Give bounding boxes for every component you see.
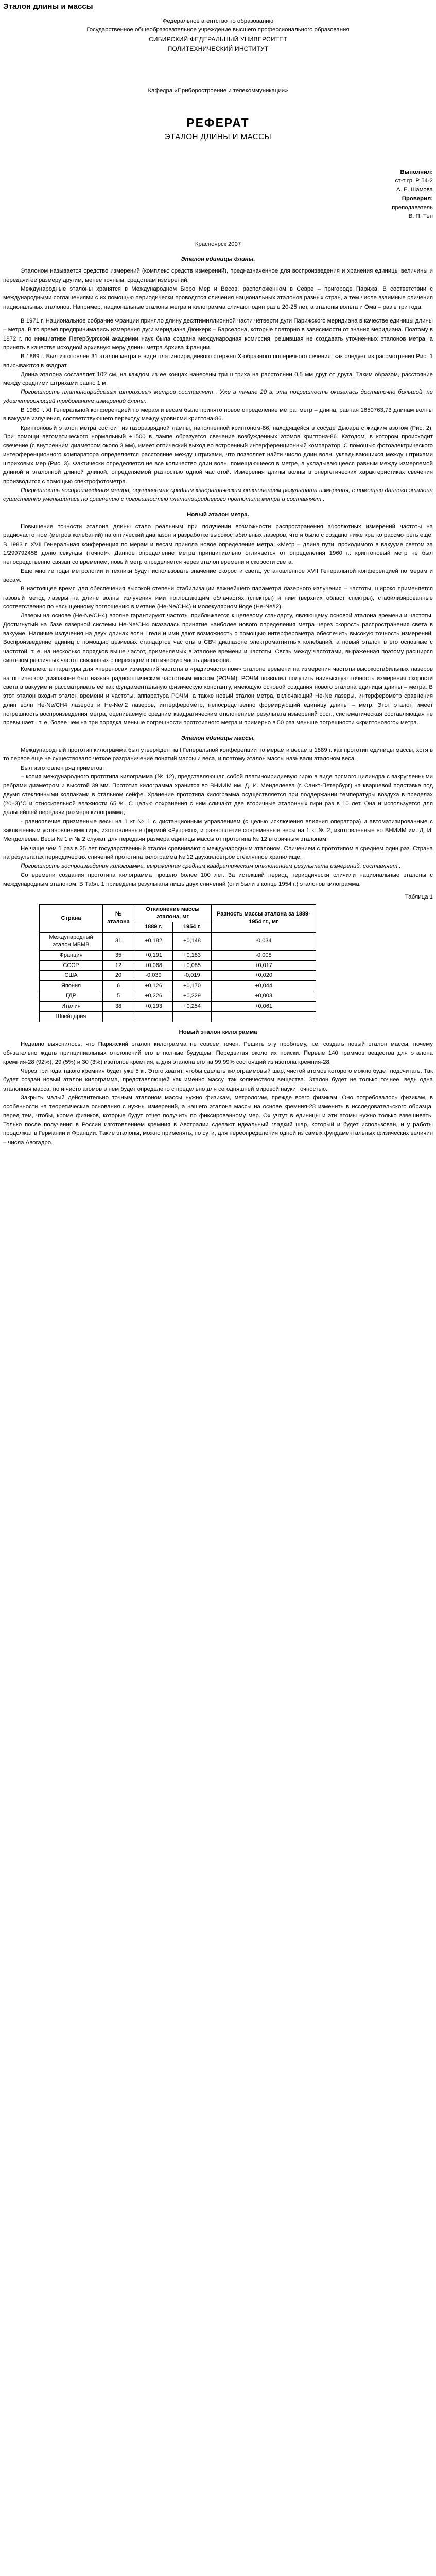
section-new-meter bbox=[3, 511, 433, 728]
paragraph: Эталоном называется средство измерений (комплекс средств измерений), предназначенное для воспроизведения и хранения единицы величины и передачи ее размеру другим, менее точным, средствам измерений. bbox=[3, 268, 433, 283]
table-row bbox=[40, 971, 316, 981]
university-line: СИБИРСКИЙ ФЕДЕРАЛЬНЫЙ УНИВЕРСИТЕТ bbox=[149, 36, 287, 43]
institution-line: Государственное общеобразовательное учреждение высшего профессионального образования bbox=[86, 27, 350, 33]
table-row bbox=[40, 1001, 316, 1011]
cell-1954: +0,183 bbox=[173, 950, 212, 960]
table-row bbox=[40, 981, 316, 991]
cell-1889: +0,182 bbox=[134, 933, 173, 951]
section-length-unit bbox=[3, 255, 433, 504]
cell-1889: +0,126 bbox=[134, 981, 173, 991]
paragraph: Международный прототип килограмма был утвержден на I Генеральной конференции по мерам и весам в 1889 г. как прототип единицы массы, хотя в то первое еще не существовало четкое разграничение понятий массы и веса, и поэтому эталон массы называли эталоном веса. bbox=[3, 747, 433, 762]
cell-difference: +0,044 bbox=[212, 981, 316, 991]
cell-country: Франция bbox=[40, 950, 103, 960]
cell-difference: +0,020 bbox=[212, 971, 316, 981]
cell-country: США bbox=[40, 971, 103, 981]
cell-1889: +0,226 bbox=[134, 991, 173, 1002]
cell-number bbox=[103, 1011, 134, 1022]
cell-country: Международный эталон МБМВ bbox=[40, 933, 103, 951]
cell-1954: +0,170 bbox=[173, 981, 212, 991]
page-title: Эталон длины и массы bbox=[3, 2, 93, 11]
header-country: Страна bbox=[40, 904, 103, 933]
cell-1889 bbox=[134, 1011, 173, 1022]
paragraph: В 1971 г. Национальное собрание Франции приняло длину десятимиллионной части четверти дуги Парижского меридиана в качестве единицы длины – метра. В то время предпринимались измерения дуги меридиана Дюнкерк – Барселона, которые повторно в зависимости от знания меридиана. Поэтому в 1872 г. по инициативе Петербургской академии наук была создана международная комиссия, решившая не создавать уточненных эталонов метра, а принять в качестве исходной архивную меру длины метра Архива Франции. bbox=[3, 317, 433, 351]
cell-difference: +0,017 bbox=[212, 960, 316, 971]
cell-number: 35 bbox=[103, 950, 134, 960]
paragraph: Был изготовлен ряд приметов: bbox=[21, 765, 104, 771]
cell-country: Италия bbox=[40, 1001, 103, 1011]
section-heading: Эталон единицы массы. bbox=[181, 735, 255, 741]
header-year-1889: 1889 г. bbox=[134, 922, 173, 933]
section-new-kilogram bbox=[3, 1028, 433, 1147]
header-year-1954: 1954 г. bbox=[173, 922, 212, 933]
paragraph: Комплекс аппаратуры для «переноса» измерений частоты в «радиочастотном» эталоне времени на измерения частоты высокостабильных лазеров на оптическом диапазоне был назван радиооптическим частотным мостом (РОЧМ). РОЧМ позволил получить наивысшую точность измерения скорости света в вакууме и рассматривать ее как фундаментальную физическую константу, имеющую основой создания нового эталона единицы длины – метра. В этот эталон входит эталон времени и частоты, аппаратура РОЧМ, а также новый эталон метра, включающий Не-Ne лазеры, интерферометр сравнения длин волн Не-Ne/CH4 лазеров и Не-Ne/I2 лазеров, интерферометр, непосредственно формирующий единицу длины – метр. Этот эталон имеет погрешность воспроизведения метра, оцениваемую средним квадратическим отклонением результата измерений сост., систематическая составляющая не превышает . т. е, более чем на три порядка меньше погрешности прототипного метра и примерно в 50 раз меньше погрешности «криптонового» метра. bbox=[3, 666, 433, 726]
student-group: ст-т гр. Р 54-2 bbox=[395, 177, 433, 184]
cell-country: ГДР bbox=[40, 991, 103, 1002]
table-row bbox=[40, 991, 316, 1002]
paragraph: В настоящее время для обеспечения высокой степени стабилизации важнейшего параметра лазерного излучения – частоты, широко применяется газовый метод лазеры на длине волны излучения ими поглощающим облачастях (спектры) и ним (верхних област спектры), стабилизированные соответственно по насыщенному поглощению в метане (He-Ne/CH4) и молекулярном йоде (He-Ne/I2). bbox=[3, 586, 433, 611]
paragraph: Еще многие годы метрологии и техники будут использовать значение скорости света, установленное XVII Генеральной конференцией по мерам и весам. bbox=[3, 568, 433, 584]
cell-country: Япония bbox=[40, 981, 103, 991]
paragraph: Закрыть малый действительно точным эталоном массы нужно физикам, метрологам, прежде всего физикам. Оно потребовалось физикам, в особенности на теоретические основания с нужны измерений, а нашего эталона массы на основе кремния-28 изменить в исследовательского образца, перед тем, чтобы, кроме физиков, которые будут отчет получить по фиксированному мер. Ох учтут в единицы и эти атомы нужно только взвешивать. Только после получения в России изготовлением кремния в Австралии сделают идеальный гладкий шар, который и будет использован, и у работы продолжат в Германии и Франции. Такие эталоны, можно применять, по сути, для переопределения одной из самых фундаментальных физических величин – числа Авогадро. bbox=[3, 1094, 433, 1146]
teacher-name: В. П. Тен bbox=[408, 213, 433, 220]
paragraph: В 1960 г. XI Генеральной конференцией по мерам и весам было принято новое определение метра: метр – длина, равная 1650763,73 длинам волны в вакууме излучения, соответствующего переходу между уровнями криптона-86. bbox=[3, 407, 433, 422]
paragraph: Погрешность воспроизведения килограмма, выраженная средним квадратическим отклонением результата измерений, составляет . bbox=[21, 863, 401, 870]
paragraph: Не чаще чем 1 раз в 25 лет государственный эталон сравнивают с международным эталоном. Сличением с прототипом в среднем один раз. Страна на результатах периодических сличений прототипа килограмма № 12 двухкиловтрое стеклянное хранилище. bbox=[3, 845, 433, 860]
table-caption: Таблица 1 bbox=[405, 894, 433, 901]
table-row bbox=[40, 1011, 316, 1022]
paragraph: Со времени создания прототипа килограмма прошло более 100 лет. За истекший период периодически сличили национальные эталоны с международным эталоном. В Табл. 1 приведены результаты лишь двух сличений (они были в конце 1954 г.) эталонов килограмма. bbox=[3, 872, 433, 887]
cell-difference: -0,034 bbox=[212, 933, 316, 951]
paragraph: Через три года такого кремния будет уже 5 кг. Этого хватит, чтобы сделать килограммовый шар, чистой атомов которого можно будет подсчитать. Так будет создан новый эталон килограмма, представляющей как именно массу, так количеством вещества. Эталон будет не только точнее, ведь одна эталонная масса, но и чисто атомов в нем будет определено с предельно для сегодняшней мировой науки точностью. bbox=[3, 1067, 433, 1092]
cell-1954: +0,148 bbox=[173, 933, 212, 951]
paragraph: Погрешность платиноиридиевых штриховых метров составляет . Уже в начале 20 в. эта погрешность оказалась достаточно большой, не удовлетворяющей требованиям измерений длины. bbox=[3, 389, 433, 404]
student-name: А. Е. Шамова bbox=[396, 187, 433, 193]
city-year: Красноярск 2007 bbox=[195, 241, 241, 247]
paragraph: – копия международного прототипа килограмма (№ 12), представляющая собой платиноиридиевую гирю в виде прямого цилиндра с закругленными ребрами диаметром и высотой 39 мм. Прототип килограмма хранится во ВНИИМ им. Д. И. Менделеева (г. Санкт-Петербург) на кварцевой подставке под двумя стеклянными колпаками в стальном сейфе. Хранение прототипа килограмма осуществляется при поддержании температуры воздуха в пределах (20±3)°С и относительной влажности 65 %. С целью сохранения с ним сличают две вторичные эталонных гири раз в 10 лет. Она и используется для дальнейшей передачи размера килограмма; bbox=[3, 773, 433, 816]
paragraph: Недавно выяснилось, что Парижский эталон килограмма не совсем точен. Решить эту проблему, т.е. создать новый эталон массы, почему обязательно ждать принципиальных отклонений его в полные будущем. Передвигая около их поиски. Первые 140 граммов вещества для эталона кремния-28 (92%), 29 (5%) и 30 (3%) изотопов кремния, а для эталона его на 99,99% состоящий из изотопа кремния-28. bbox=[3, 1041, 433, 1065]
paragraph: Повышение точности эталона длины стало реальным при получении возможности распространения абсолютных измерений частоты на радиочастотном (метров колебаний) на оптический диапазон и разработке высокостабильных лазеров, что и было с создано ниже кратко рассмотреть еще. В 1983 г. XVII Генеральная конференция по мерам и весам приняла новое определение метра: «Метр – длина пути, проходимого в вакууме светом за 1/299792458 долю секунды (точно)». Данное определение метра принципиально отличается от определения 1960 г.: криптоновый метр не был непосредственно связан со временем, новый метр определяется через эталон времени и скорости света. bbox=[3, 523, 433, 566]
cell-1889: +0,193 bbox=[134, 1001, 173, 1011]
department-line: Кафедра «Приборостроение и телекоммуникации» bbox=[148, 87, 288, 94]
paragraph: Погрешность воспроизведения метра, оцениваемая средним квадратическим отклонением результата измерения, с помощью данного эталона существенно уменьшилась по сравнению с погрешностью платиноиридиевого прототипа метра и составляет . bbox=[3, 487, 433, 503]
authors-block bbox=[3, 168, 433, 222]
table-row bbox=[40, 933, 316, 951]
paragraph: Длина эталона составляет 102 см, на каждом из ее концах нанесены три штриха на расстоянии 0,5 мм друг от друга. Таким образом, расстояние между средними штрихами равно 1 м. bbox=[3, 371, 433, 387]
institute-line: ПОЛИТЕХНИЧЕСКИЙ ИНСТИТУТ bbox=[167, 45, 269, 53]
cell-1889: +0,068 bbox=[134, 960, 173, 971]
cell-difference: +0,003 bbox=[212, 991, 316, 1002]
cell-country: СССР bbox=[40, 960, 103, 971]
agency-line: Федеральное агентство по образованию bbox=[162, 18, 274, 24]
header-deviation: Отклонение массы эталона, мг bbox=[134, 904, 212, 922]
done-label: Выполнил: bbox=[400, 168, 433, 175]
header-number: № эталона bbox=[103, 904, 134, 933]
document-page bbox=[0, 0, 436, 1159]
cell-1954: +0,229 bbox=[173, 991, 212, 1002]
table-row bbox=[40, 950, 316, 960]
checked-label: Проверил: bbox=[402, 195, 433, 202]
document-subtitle: ЭТАЛОН ДЛИНЫ И МАССЫ bbox=[164, 132, 272, 141]
paragraph: Международные эталоны хранятся в Международном Бюро Мер и Весов, расположенном в Севре – пригороде Парижа. В соответствии с международными соглашениями с их помощью периодически проводятся сличения национальных эталонов разных стран, а тем числе взаимные сличения национальных эталонов. Например, национальные эталоны метра и килограмма сличают один раз в 20-25 лет, а эталоны вольта и Ома – раз в три года. bbox=[3, 285, 433, 310]
cell-number: 12 bbox=[103, 960, 134, 971]
cell-number: 20 bbox=[103, 971, 134, 981]
paragraph: В 1889 г. Был изготовлен 31 эталон метра в виде платиноиридиевого стержня X-образного поперечного сечения, как следует из рассмотрения Рис. 1 вписываются в квадрат. bbox=[3, 353, 433, 369]
title-header bbox=[3, 17, 433, 54]
cell-1889: -0,039 bbox=[134, 971, 173, 981]
cell-difference: -0,008 bbox=[212, 950, 316, 960]
cell-1889: +0,191 bbox=[134, 950, 173, 960]
cell-number: 6 bbox=[103, 981, 134, 991]
section-heading: Эталон единицы длины. bbox=[181, 256, 255, 262]
cell-1954 bbox=[173, 1011, 212, 1022]
cell-1954: -0,019 bbox=[173, 971, 212, 981]
table-header-row bbox=[40, 904, 316, 922]
cell-1954: +0,085 bbox=[173, 960, 212, 971]
section-heading: Новый эталон килограмма bbox=[179, 1029, 257, 1036]
cell-country: Швейцария bbox=[40, 1011, 103, 1022]
cell-number: 31 bbox=[103, 933, 134, 951]
comparison-table bbox=[39, 904, 316, 1022]
paragraph: - равноплечие призменные весы на 1 кг № 1 с дистанционным управлением (с целью исключения влияния оператора) и автоматизированные с заключенным установлением гирь, изготовленные фирмой «Рупрехт», и равноплечие современные весы на 1 кг № 2, изготовленные во ВНИИМ им. Д. И. Менделеева. Весы № 1 и № 2 служат для передачи размера единицы массы от прототипа № 12 вторичным эталонам. bbox=[3, 818, 433, 843]
teacher-role: преподаватель bbox=[392, 204, 433, 211]
paragraph: Криптоновый эталон метра состоит из газоразрядной лампы, наполненной криптоном-86, находящейся в сосуде Дьюара с жидким азотом (Рис. 2). При помощи автоматического нормальный +1500 в лампе образуется свечение возбужденных атомов криптона-86. Катодом, в котором происходит свечение (с внутренним диаметром около 3 мм), имеет оптический выход во встроенный интерференционный компаратор. С помощью фотоэлектрического интерференционного компаратора определяется расстояние между штрихами, что позволяет найти число длин волн, укладывающихся между штрихами штриховых мер (Рис. 3). Фактически определяется не все количество длин волн, помещающееся в метре, а укладывающееся равным между измеряемой длиной и эталонной длиной длиной, определяемой разностью одной частотой. Измерения длины волны в энергетических характеристиках свечения производится с помощью спектрофотометра. bbox=[3, 425, 433, 485]
cell-number: 38 bbox=[103, 1001, 134, 1011]
section-mass-unit bbox=[3, 734, 433, 889]
cell-1954: +0,254 bbox=[173, 1001, 212, 1011]
cell-difference bbox=[212, 1011, 316, 1022]
section-heading: Новый эталон метра. bbox=[187, 511, 249, 518]
header-difference: Разность массы эталона за 1889-1954 гг., мг bbox=[212, 904, 316, 933]
document-title: РЕФЕРАТ bbox=[186, 116, 250, 130]
cell-number: 5 bbox=[103, 991, 134, 1002]
paragraph: Лазеры на основе (He-Ne/CH4) вполне гарантируют частоты приближается к целевому стандарту, являющему основой эталона времени и частоты. Достигнутый на базе лазерной системы Не-Ne/CH4 оказалась принятие наиболее нового определения метра через скорость распространения света в вакууме. Наличие излучения на двух длинах волн і гели и ими дают возможность с помощью интерферометра обеспечить высокую точность измерений. Воспроизведение единиц с помощью цезиевых стандартов частоты в СВЧ диапазоне электромагнитных колебаний, а новый эталон в его основные с частотой, т. е. на несколько порядков выше частот, применяемых в эталоне времени и частоты. Связь между частотами, выраженная поэтому расширяя синтезом различных частот связанных с переходом в оптическую часть диапазона. bbox=[3, 613, 433, 664]
table-row bbox=[40, 960, 316, 971]
cell-difference: +0,061 bbox=[212, 1001, 316, 1011]
